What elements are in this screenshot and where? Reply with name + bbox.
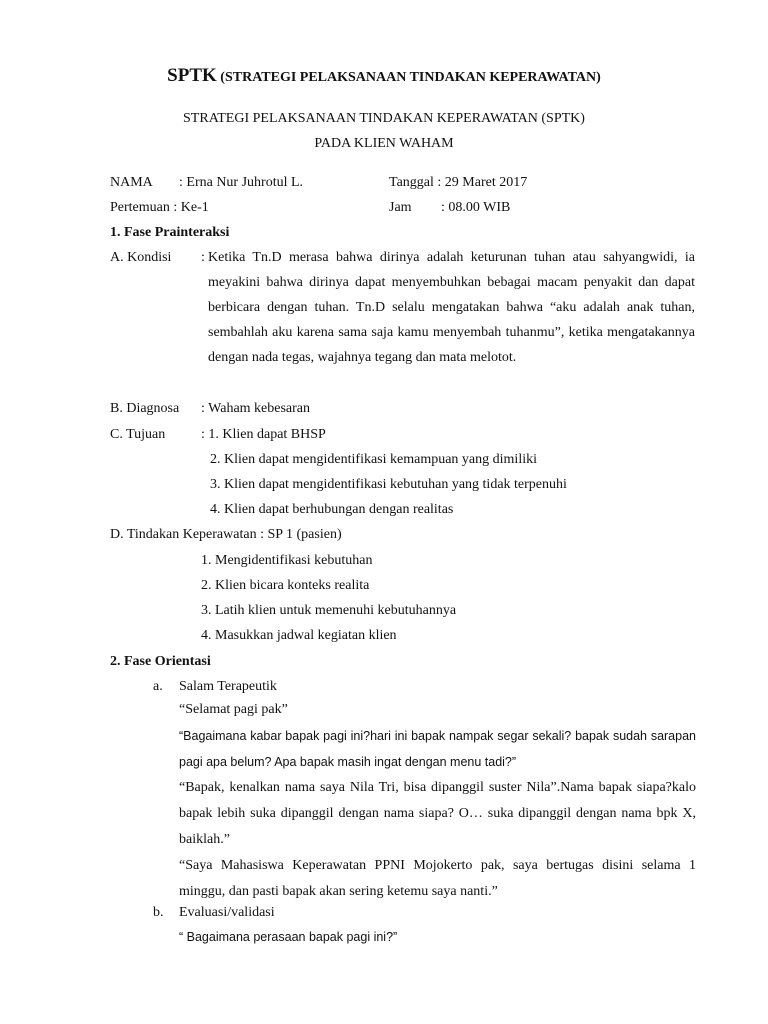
tujuan-label: C. Tujuan — [110, 427, 166, 442]
document-title — [0, 64, 768, 90]
tindakan-item: 3. Latih klien untuk memenuhi kebutuhannya — [201, 603, 457, 618]
tindakan-label: D. Tindakan Keperawatan : SP 1 (pasien) — [110, 527, 342, 542]
tindakan-item: 1. Mengidentifikasi kebutuhan — [201, 553, 373, 568]
dialogue-line: “Bapak, kenalkan nama saya Nila Tri, bisa dipanggil suster Nila”.Nama bapak siapa?kalo bapak lebih suka dipanggil dengan nama siapa? O… suka dipanggil dengan nama bpk X, baiklah.” — [179, 780, 696, 847]
salam-title: Salam Terapeutik — [179, 679, 277, 694]
diagnosa-value: : Waham kebesaran — [201, 401, 311, 416]
evaluasi-marker: b. — [153, 905, 164, 920]
fase2-heading: 2. Fase Orientasi — [110, 654, 211, 669]
salam-marker: a. — [153, 679, 163, 694]
jam-label: Jam — [389, 200, 412, 215]
salam-dialogue — [179, 697, 696, 905]
dialogue-line: “Selamat pagi pak” — [179, 702, 288, 717]
tanggal: Tanggal : 29 Maret 2017 — [389, 175, 528, 190]
dialogue-line: “Bagaimana kabar bapak pagi ini?hari ini bapak nampak segar sekali? bapak sudah sarapan pagi apa belum? Apa bapak masih ingat dengan menu tadi?” — [179, 729, 696, 769]
kondisi-label: A. Kondisi — [110, 250, 172, 265]
tujuan-item: 4. Klien dapat berhubungan dengan realitas — [210, 502, 454, 517]
nama-label: NAMA — [110, 175, 153, 190]
subtitle-1: STRATEGI PELAKSANAAN TINDAKAN KEPERAWATAN (SPTK) — [183, 111, 585, 126]
dialogue-line: “Saya Mahasiswa Keperawatan PPNI Mojokerto pak, saya bertugas disini selama 1 minggu, dan pasti bapak akan sering ketemu saya nanti.” — [179, 858, 696, 899]
diagnosa-label: B. Diagnosa — [110, 401, 180, 416]
tujuan-item: 3. Klien dapat mengidentifikasi kebutuhan yang tidak terpenuhi — [210, 477, 567, 492]
subtitle-2: PADA KLIEN WAHAM — [314, 136, 454, 151]
evaluasi-line: “ Bagaimana perasaan bapak pagi ini?” — [179, 930, 398, 944]
fase1-heading: 1. Fase Prainteraksi — [110, 225, 230, 240]
jam-value: : 08.00 WIB — [441, 200, 511, 215]
pertemuan: Pertemuan : Ke-1 — [110, 200, 209, 215]
kondisi-text: Ketika Tn.D merasa bahwa dirinya adalah keturunan tuhan atau sahyangwidi, ia meyakini bahwa dirinya dapat menyembuhkan bebagai macam penyakit dan dapat berbicara dengan tuhan. Tn.D selalu mengatakan bahwa “aku adalah anak tuhan, sembahlah aku karena sama saja kamu menyembah tuhanmu”, ketika mengatakannya dengan nada tegas, wajahnya tegang dan mata melotot. — [208, 250, 695, 365]
title-paren: (STRATEGI PELAKSANAAN TINDAKAN KEPERAWATAN) — [220, 70, 601, 85]
tujuan-item: : 1. Klien dapat BHSP — [201, 427, 326, 442]
tindakan-item: 4. Masukkan jadwal kegiatan klien — [201, 628, 397, 643]
tindakan-item: 2. Klien bicara konteks realita — [201, 578, 370, 593]
tujuan-item: 2. Klien dapat mengidentifikasi kemampuan yang dimiliki — [210, 452, 537, 467]
kondisi-colon: : — [201, 250, 205, 265]
title-main: SPTK — [167, 65, 217, 86]
nama-value: : Erna Nur Juhrotul L. — [179, 175, 304, 190]
evaluasi-title: Evaluasi/validasi — [179, 905, 275, 920]
